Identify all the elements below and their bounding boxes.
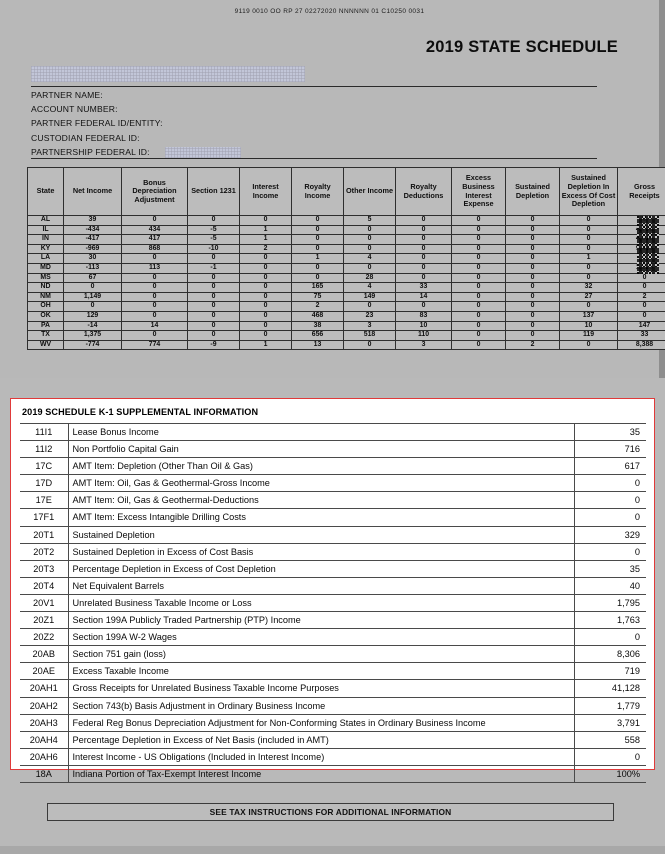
state-value-cell: 0 [188, 216, 240, 226]
state-value-cell: 2 [506, 340, 560, 350]
state-value-cell: 39 [64, 216, 122, 226]
supplemental-code-cell: 17E [20, 492, 68, 509]
label-account-number: ACCOUNT NUMBER: [31, 104, 118, 115]
state-value-cell: 0 [452, 216, 506, 226]
supplemental-description-cell: Percentage Depletion in Excess of Net Basis (included in AMT) [68, 731, 574, 748]
table-row [28, 331, 665, 341]
list-item [20, 680, 646, 697]
state-value-cell: 0 [396, 216, 452, 226]
state-value-cell: 0 [396, 244, 452, 254]
supplemental-amount-cell: 1,795 [574, 594, 646, 611]
state-value-cell: 4 [344, 283, 396, 293]
supplemental-amount-cell: 41,128 [574, 680, 646, 697]
supplemental-table [20, 423, 646, 783]
state-value-cell: 0 [618, 283, 665, 293]
state-value-cell: 0 [240, 302, 292, 312]
state-code-cell: TX [28, 331, 64, 341]
supplemental-code-cell: 20T2 [20, 543, 68, 560]
state-value-cell: 0 [506, 283, 560, 293]
state-value-cell: 1 [292, 254, 344, 264]
table-row [28, 321, 665, 331]
supplemental-code-cell: 17D [20, 475, 68, 492]
list-item [20, 543, 646, 560]
col-interest-income: Interest Income [240, 168, 292, 216]
list-item [20, 663, 646, 680]
list-item [20, 714, 646, 731]
state-value-cell: 27 [560, 292, 618, 302]
list-item [20, 492, 646, 509]
state-value-cell: 0 [188, 283, 240, 293]
state-value-cell: 0 [452, 273, 506, 283]
state-value-cell: 0 [452, 292, 506, 302]
col-bonus-depreciation-adjustment: Bonus Depreciation Adjustment [122, 168, 188, 216]
state-value-cell: 0 [396, 225, 452, 235]
col-royalty-deductions: Royalty Deductions [396, 168, 452, 216]
state-value-cell: 0 [452, 263, 506, 273]
state-value-cell: 3 [396, 340, 452, 350]
state-code-cell: MS [28, 273, 64, 283]
state-value-cell: 1 [240, 340, 292, 350]
supplemental-code-cell: 20V1 [20, 594, 68, 611]
state-value-cell: 0 [396, 302, 452, 312]
supplemental-code-cell: 20AH4 [20, 731, 68, 748]
state-value-cell: 0 [122, 331, 188, 341]
state-value-cell: 1 [240, 235, 292, 245]
supplemental-amount-cell: 558 [574, 731, 646, 748]
supplemental-description-cell: Indiana Portion of Tax-Exempt Interest Income [68, 765, 574, 782]
state-value-cell: 5 [344, 216, 396, 226]
supplemental-description-cell: Section 751 gain (loss) [68, 646, 574, 663]
table-row [28, 340, 665, 350]
state-code-cell: NM [28, 292, 64, 302]
state-value-cell: 0 [240, 331, 292, 341]
col-state: State [28, 168, 64, 216]
state-value-cell: 13 [292, 340, 344, 350]
state-value-cell: -417 [64, 235, 122, 245]
supplemental-description-cell: AMT Item: Oil, Gas & Geothermal-Deductions [68, 492, 574, 509]
list-item [20, 577, 646, 594]
state-value-cell: 0 [452, 321, 506, 331]
state-value-cell: 32 [560, 283, 618, 293]
supplemental-description-cell: Federal Reg Bonus Depreciation Adjustment for Non-Conforming States in Ordinary Business Income [68, 714, 574, 731]
state-value-cell: 149 [344, 292, 396, 302]
state-code-cell: WV [28, 340, 64, 350]
table-row [28, 254, 665, 264]
divider-bottom [31, 158, 597, 159]
label-partner-federal-id: PARTNER FEDERAL ID/ENTITY: [31, 118, 163, 129]
state-value-cell: 67 [64, 273, 122, 283]
state-value-cell: 4 [344, 254, 396, 264]
supplemental-code-cell: 20AB [20, 646, 68, 663]
state-table-header-row [28, 168, 665, 216]
supplemental-code-cell: 17F1 [20, 509, 68, 526]
list-item [20, 594, 646, 611]
state-value-cell: 0 [452, 283, 506, 293]
state-value-cell: 129 [64, 311, 122, 321]
state-code-cell: KY [28, 244, 64, 254]
supplemental-amount-cell: 716 [574, 441, 646, 458]
supplemental-amount-cell: 3,791 [574, 714, 646, 731]
supplemental-description-cell: Interest Income - US Obligations (Included in Interest Income) [68, 748, 574, 765]
state-value-cell: 0 [506, 254, 560, 264]
state-value-cell: 0 [506, 273, 560, 283]
state-value-cell: 0 [292, 273, 344, 283]
state-value-cell: 8,388 [618, 340, 665, 350]
state-value-cell: 0 [188, 321, 240, 331]
supplemental-description-cell: Sustained Depletion in Excess of Cost Basis [68, 543, 574, 560]
state-value-cell: 3 [344, 321, 396, 331]
state-value-cell: 0 [344, 340, 396, 350]
state-value-cell: 0 [188, 292, 240, 302]
state-value-cell: 0 [344, 263, 396, 273]
table-row [28, 273, 665, 283]
list-item [20, 765, 646, 782]
state-value-cell: 0 [560, 235, 618, 245]
state-value-cell: 0 [506, 244, 560, 254]
supplemental-code-cell: 20AE [20, 663, 68, 680]
state-value-cell: 0 [506, 311, 560, 321]
state-value-cell: 0 [506, 235, 560, 245]
supplemental-code-cell: 20AH6 [20, 748, 68, 765]
state-value-cell: -9 [188, 340, 240, 350]
state-value-cell: 33 [396, 283, 452, 293]
supplemental-amount-cell: 0 [574, 509, 646, 526]
state-value-cell: 14 [396, 292, 452, 302]
page-bottom-edge [0, 846, 665, 854]
list-item [20, 748, 646, 765]
table-row [28, 225, 665, 235]
state-value-cell: 2 [618, 292, 665, 302]
state-value-cell: 119 [560, 331, 618, 341]
supplemental-description-cell: Unrelated Business Taxable Income or Loss [68, 594, 574, 611]
list-item [20, 731, 646, 748]
state-value-cell: 23 [344, 311, 396, 321]
state-value-cell: 0 [506, 263, 560, 273]
supplemental-amount-cell: 719 [574, 663, 646, 680]
supplemental-amount-cell: 1,779 [574, 697, 646, 714]
supplemental-description-cell: Net Equivalent Barrels [68, 577, 574, 594]
supplemental-code-cell: 20AH3 [20, 714, 68, 731]
list-item [20, 646, 646, 663]
col-section-1231: Section 1231 [188, 168, 240, 216]
state-value-cell: 0 [618, 273, 665, 283]
state-value-cell: 110 [396, 331, 452, 341]
state-value-cell: -5 [188, 235, 240, 245]
state-value-cell: 0 [240, 263, 292, 273]
state-value-cell: -5 [188, 225, 240, 235]
state-value-cell: 0 [506, 331, 560, 341]
supplemental-amount-cell: 617 [574, 458, 646, 475]
state-value-cell: 0 [188, 273, 240, 283]
state-value-cell: 33 [618, 331, 665, 341]
state-value-cell: 0 [188, 254, 240, 264]
state-value-cell: 0 [122, 302, 188, 312]
page-title: 2019 STATE SCHEDULE [425, 38, 618, 56]
state-value-cell: 0 [240, 273, 292, 283]
state-value-cell: 774 [122, 340, 188, 350]
state-value-cell: 28 [344, 273, 396, 283]
supplemental-amount-cell: 329 [574, 526, 646, 543]
state-value-cell: 2 [292, 302, 344, 312]
datamatrix-barcode [637, 216, 659, 274]
state-value-cell: 113 [122, 263, 188, 273]
state-value-cell: 468 [292, 311, 344, 321]
list-item [20, 697, 646, 714]
supplemental-description-cell: Non Portfolio Capital Gain [68, 441, 574, 458]
supplemental-code-cell: 20T1 [20, 526, 68, 543]
list-item [20, 424, 646, 441]
label-custodian-federal-id: CUSTODIAN FEDERAL ID: [31, 132, 140, 143]
state-value-cell: 0 [344, 302, 396, 312]
state-value-cell: 0 [396, 235, 452, 245]
state-value-cell: 0 [452, 254, 506, 264]
state-value-cell: 0 [452, 311, 506, 321]
redacted-partner-name-block [31, 66, 305, 82]
supplemental-information-panel [10, 398, 655, 779]
col-net-income: Net Income [64, 168, 122, 216]
supplemental-description-cell: Section 199A Publicly Traded Partnership (PTP) Income [68, 612, 574, 629]
state-value-cell: 75 [292, 292, 344, 302]
supplemental-code-cell: 20AH2 [20, 697, 68, 714]
state-code-cell: OH [28, 302, 64, 312]
list-item [20, 458, 646, 475]
state-value-cell: -14 [64, 321, 122, 331]
state-value-cell: 0 [122, 254, 188, 264]
state-value-cell: 10 [560, 321, 618, 331]
state-value-cell: 0 [452, 331, 506, 341]
table-row [28, 263, 665, 273]
state-value-cell: -434 [64, 225, 122, 235]
state-value-cell: 656 [292, 331, 344, 341]
state-value-cell: 0 [122, 292, 188, 302]
state-value-cell: 0 [618, 311, 665, 321]
partner-info-labels [31, 88, 163, 159]
state-code-cell: AL [28, 216, 64, 226]
state-code-cell: IL [28, 225, 64, 235]
label-partner-name: PARTNER NAME: [31, 90, 103, 100]
state-value-cell: 1 [560, 254, 618, 264]
state-value-cell: 0 [452, 244, 506, 254]
state-value-cell: 0 [292, 216, 344, 226]
table-row [28, 302, 665, 312]
state-value-cell: 0 [560, 273, 618, 283]
state-value-cell: 0 [506, 216, 560, 226]
state-value-cell: 1,375 [64, 331, 122, 341]
state-value-cell: 165 [292, 283, 344, 293]
supplemental-description-cell: Lease Bonus Income [68, 424, 574, 441]
state-value-cell: -113 [64, 263, 122, 273]
supplemental-code-cell: 17C [20, 458, 68, 475]
state-value-cell: 0 [188, 331, 240, 341]
state-value-cell: 0 [344, 235, 396, 245]
state-value-cell: -774 [64, 340, 122, 350]
state-value-cell: 1 [240, 225, 292, 235]
state-value-cell: 0 [396, 273, 452, 283]
supplemental-description-cell: Percentage Depletion in Excess of Cost Depletion [68, 560, 574, 577]
state-schedule-table-wrapper [27, 167, 660, 350]
state-value-cell: -10 [188, 244, 240, 254]
supplemental-amount-cell: 0 [574, 492, 646, 509]
supplemental-code-cell: 20AH1 [20, 680, 68, 697]
list-item [20, 475, 646, 492]
state-value-cell: 434 [122, 225, 188, 235]
state-value-cell: 30 [64, 254, 122, 264]
state-value-cell: 0 [292, 225, 344, 235]
state-value-cell: 2 [240, 244, 292, 254]
label-partnership-federal-id: PARTNERSHIP FEDERAL ID: [31, 146, 150, 157]
state-value-cell: 0 [560, 263, 618, 273]
col-sustained-depletion: Sustained Depletion [506, 168, 560, 216]
state-value-cell: 0 [452, 302, 506, 312]
footer-instruction-box [47, 803, 614, 821]
state-code-cell: OK [28, 311, 64, 321]
supplemental-amount-cell: 40 [574, 577, 646, 594]
state-value-cell: 0 [560, 216, 618, 226]
state-value-cell: 0 [560, 302, 618, 312]
state-value-cell: 0 [344, 244, 396, 254]
header-code-line: 9119 0010 OO RP 27 02272020 NNNNNN 01 C10250 0031 [234, 8, 425, 15]
supplemental-description-cell: AMT Item: Depletion (Other Than Oil & Gas) [68, 458, 574, 475]
state-value-cell: 0 [506, 225, 560, 235]
state-value-cell: 0 [452, 235, 506, 245]
state-schedule-table [27, 167, 665, 350]
state-code-cell: LA [28, 254, 64, 264]
supplemental-code-cell: 20T4 [20, 577, 68, 594]
state-value-cell: 0 [188, 311, 240, 321]
state-value-cell: 417 [122, 235, 188, 245]
supplemental-description-cell: Sustained Depletion [68, 526, 574, 543]
table-row [28, 216, 665, 226]
state-value-cell: 0 [452, 225, 506, 235]
state-value-cell: 0 [452, 340, 506, 350]
state-code-cell: MD [28, 263, 64, 273]
state-value-cell: 0 [560, 244, 618, 254]
state-value-cell: 0 [240, 321, 292, 331]
state-code-cell: PA [28, 321, 64, 331]
supplemental-description-cell: Excess Taxable Income [68, 663, 574, 680]
state-value-cell: 0 [64, 283, 122, 293]
supplemental-description-cell: AMT Item: Excess Intangible Drilling Costs [68, 509, 574, 526]
state-value-cell: -1 [188, 263, 240, 273]
supplemental-code-cell: 20Z1 [20, 612, 68, 629]
table-row [28, 244, 665, 254]
col-sustained-depletion-excess-cost: Sustained Depletion In Excess Of Cost Depletion [560, 168, 618, 216]
state-value-cell: 38 [292, 321, 344, 331]
state-value-cell: 137 [560, 311, 618, 321]
state-value-cell: 0 [188, 302, 240, 312]
state-code-cell: ND [28, 283, 64, 293]
state-value-cell: 1,149 [64, 292, 122, 302]
col-excess-business-interest-expense: Excess Business Interest Expense [452, 168, 506, 216]
footer-text: SEE TAX INSTRUCTIONS FOR ADDITIONAL INFORMATION [209, 807, 452, 817]
list-item [20, 560, 646, 577]
state-value-cell: 0 [560, 225, 618, 235]
supplemental-description-cell: Section 199A W-2 Wages [68, 629, 574, 646]
list-item [20, 612, 646, 629]
state-value-cell: 0 [240, 283, 292, 293]
state-table-body [28, 216, 665, 350]
supplemental-amount-cell: 8,306 [574, 646, 646, 663]
state-table-head [28, 168, 665, 216]
redacted-partnership-federal-id [165, 147, 241, 158]
state-value-cell: 0 [122, 311, 188, 321]
col-gross-receipts: Gross Receipts [618, 168, 665, 216]
state-value-cell: 868 [122, 244, 188, 254]
supplemental-amount-cell: 35 [574, 424, 646, 441]
state-value-cell: 0 [618, 302, 665, 312]
state-value-cell: 0 [240, 292, 292, 302]
supplemental-amount-cell: 0 [574, 543, 646, 560]
state-value-cell: 0 [122, 273, 188, 283]
supplemental-description-cell: Section 743(b) Basis Adjustment in Ordinary Business Income [68, 697, 574, 714]
state-value-cell: 0 [506, 302, 560, 312]
state-value-cell: 0 [240, 254, 292, 264]
table-row [28, 292, 665, 302]
state-value-cell: 0 [344, 225, 396, 235]
list-item [20, 526, 646, 543]
state-value-cell: 0 [64, 302, 122, 312]
state-value-cell: 0 [560, 340, 618, 350]
supplemental-code-cell: 11I1 [20, 424, 68, 441]
supplemental-amount-cell: 100% [574, 765, 646, 782]
list-item [20, 441, 646, 458]
supplemental-code-cell: 11I2 [20, 441, 68, 458]
state-value-cell: 0 [122, 216, 188, 226]
state-value-cell: 147 [618, 321, 665, 331]
state-value-cell: 0 [292, 235, 344, 245]
col-royalty-income: Royalty Income [292, 168, 344, 216]
state-value-cell: 83 [396, 311, 452, 321]
state-value-cell: 0 [396, 254, 452, 264]
supplemental-amount-cell: 35 [574, 560, 646, 577]
state-value-cell: 518 [344, 331, 396, 341]
supplemental-description-cell: AMT Item: Oil, Gas & Geothermal-Gross Income [68, 475, 574, 492]
state-value-cell: 0 [122, 283, 188, 293]
supplemental-amount-cell: 0 [574, 748, 646, 765]
col-other-income: Other Income [344, 168, 396, 216]
supplemental-code-cell: 20T3 [20, 560, 68, 577]
supplemental-amount-cell: 0 [574, 629, 646, 646]
state-value-cell: 0 [396, 263, 452, 273]
table-row [28, 235, 665, 245]
state-value-cell: 0 [240, 216, 292, 226]
list-item [20, 629, 646, 646]
state-value-cell: 0 [292, 244, 344, 254]
supplemental-title: 2019 SCHEDULE K-1 SUPPLEMENTAL INFORMATION [22, 407, 259, 417]
supplemental-code-cell: 18A [20, 765, 68, 782]
state-value-cell: 0 [240, 311, 292, 321]
supplemental-amount-cell: 0 [574, 475, 646, 492]
state-value-cell: 0 [506, 321, 560, 331]
state-value-cell: -969 [64, 244, 122, 254]
supplemental-amount-cell: 1,763 [574, 612, 646, 629]
table-row [28, 283, 665, 293]
supplemental-code-cell: 20Z2 [20, 629, 68, 646]
supplemental-description-cell: Gross Receipts for Unrelated Business Taxable Income Purposes [68, 680, 574, 697]
list-item [20, 509, 646, 526]
state-value-cell: 14 [122, 321, 188, 331]
scanned-page-top [0, 0, 665, 378]
state-value-cell: 10 [396, 321, 452, 331]
state-code-cell: IN [28, 235, 64, 245]
table-row [28, 311, 665, 321]
state-value-cell: 0 [292, 263, 344, 273]
supplemental-table-body [20, 424, 646, 783]
state-value-cell: 0 [506, 292, 560, 302]
